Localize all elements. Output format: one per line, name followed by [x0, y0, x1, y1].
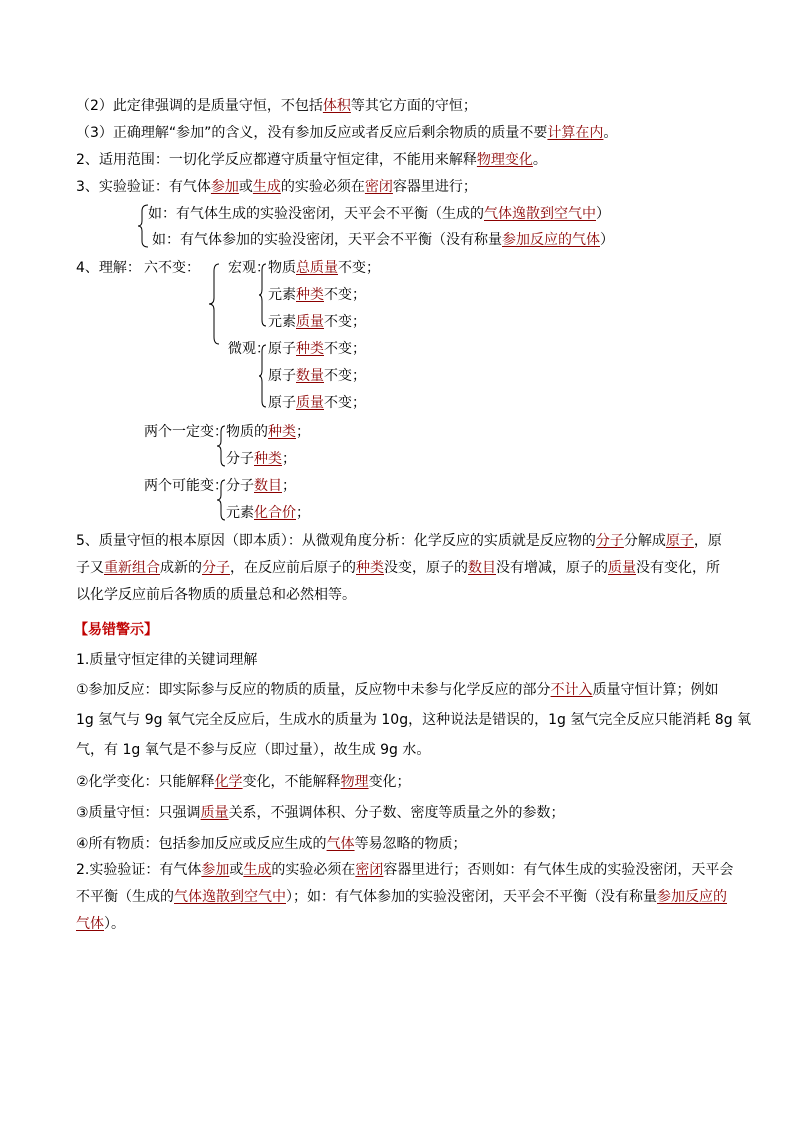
- warning-item: 不平衡（生成的气体逸散到空气中）；如：有气体参加的实验没密闭，天平会不平衡（没有称量参加反应的: [76, 889, 727, 905]
- must-change-item: 分子种类；: [226, 451, 296, 467]
- micro-item: 原子种类不变；: [268, 341, 366, 357]
- micro-item: 原子质量不变；: [268, 395, 366, 411]
- warning-heading: 【易错警示】: [74, 622, 158, 638]
- six-unchanged-label: 六不变：: [144, 260, 200, 276]
- micro-item: 原子数量不变；: [268, 368, 366, 384]
- warning-item: ②化学变化：只能解释化学变化，不能解释物理变化；: [76, 774, 411, 790]
- macro-item: 元素质量不变；: [268, 314, 366, 330]
- warning-item: 2.实验验证：有气体参加或生成的实验必须在密闭容器里进行；否则如：有气体生成的实验没密闭，天平会: [76, 862, 734, 878]
- warning-item: 气，有 1g 氧气是不参与反应（即过量），故生成 9g 水。: [76, 742, 431, 758]
- warning-item: ①参加反应：即实际参与反应的物质的质量，反应物中未参与化学反应的部分不计入质量守恒计算；例如: [76, 682, 719, 698]
- macro-item: 元素种类不变；: [268, 287, 366, 303]
- warning-item: ④所有物质：包括参加反应或反应生成的气体等易忽略的物质；: [76, 836, 467, 852]
- warning-item: 气体）。: [76, 916, 125, 932]
- macro-item: 物质总质量不变；: [268, 260, 380, 276]
- micro-label: 微观：: [228, 341, 270, 357]
- clause-3: （3）正确理解“参加”的含义，没有参加反应或者反应后剩余物质的质量不要计算在内。: [76, 125, 618, 141]
- cause-line: 子又重新组合成新的分子，在反应前后原子的种类没变，原子的数目没有增减，原子的质量没有变化，所: [76, 560, 720, 576]
- warning-title: 1.质量守恒定律的关键词理解: [76, 652, 258, 668]
- brace-icon: [258, 343, 268, 409]
- brace-icon: [207, 262, 221, 346]
- cause-line: 5、质量守恒的根本原因（即本质）：从微观角度分析：化学反应的实质就是反应物的分子分解成原子，原: [76, 533, 722, 549]
- understand-heading: 4、理解：: [76, 260, 141, 276]
- two-may-change-label: 两个可能变：: [144, 478, 228, 494]
- may-change-item: 分子数目；: [226, 478, 296, 494]
- scope-line: 2、适用范围：一切化学反应都遵守质量守恒定律，不能用来解释物理变化。: [76, 152, 547, 168]
- two-must-change-label: 两个一定变：: [144, 424, 228, 440]
- clause-2: （2）此定律强调的是质量守恒，不包括体积等其它方面的守恒；: [76, 98, 477, 114]
- keyword: 物理变化: [476, 152, 533, 168]
- may-change-item: 元素化合价；: [226, 505, 310, 521]
- must-change-item: 物质的种类；: [226, 424, 310, 440]
- cause-line: 以化学反应前后各物质的质量总和必然相等。: [76, 587, 356, 603]
- verify-example-a: 如：有气体生成的实验没密闭，天平会不平衡（生成的气体逸散到空气中）: [148, 206, 610, 222]
- warning-item: 1g 氢气与 9g 氧气完全反应后，生成水的质量为 10g，这种说法是错误的，1g 氢气完全反应只能消耗 8g 氧: [76, 712, 752, 728]
- verify-example-b: 如：有气体参加的实验没密闭，天平会不平衡（没有称量参加反应的气体）: [152, 232, 614, 248]
- brace-icon: [258, 262, 268, 328]
- keyword: 体积: [322, 98, 351, 114]
- keyword: 计算在内: [547, 125, 604, 141]
- verify-line: 3、实验验证：有气体参加或生成的实验必须在密闭容器里进行；: [76, 179, 477, 195]
- warning-item: ③质量守恒：只强调质量关系，不强调体积、分子数、密度等质量之外的参数；: [76, 805, 565, 821]
- macro-label: 宏观：: [228, 260, 270, 276]
